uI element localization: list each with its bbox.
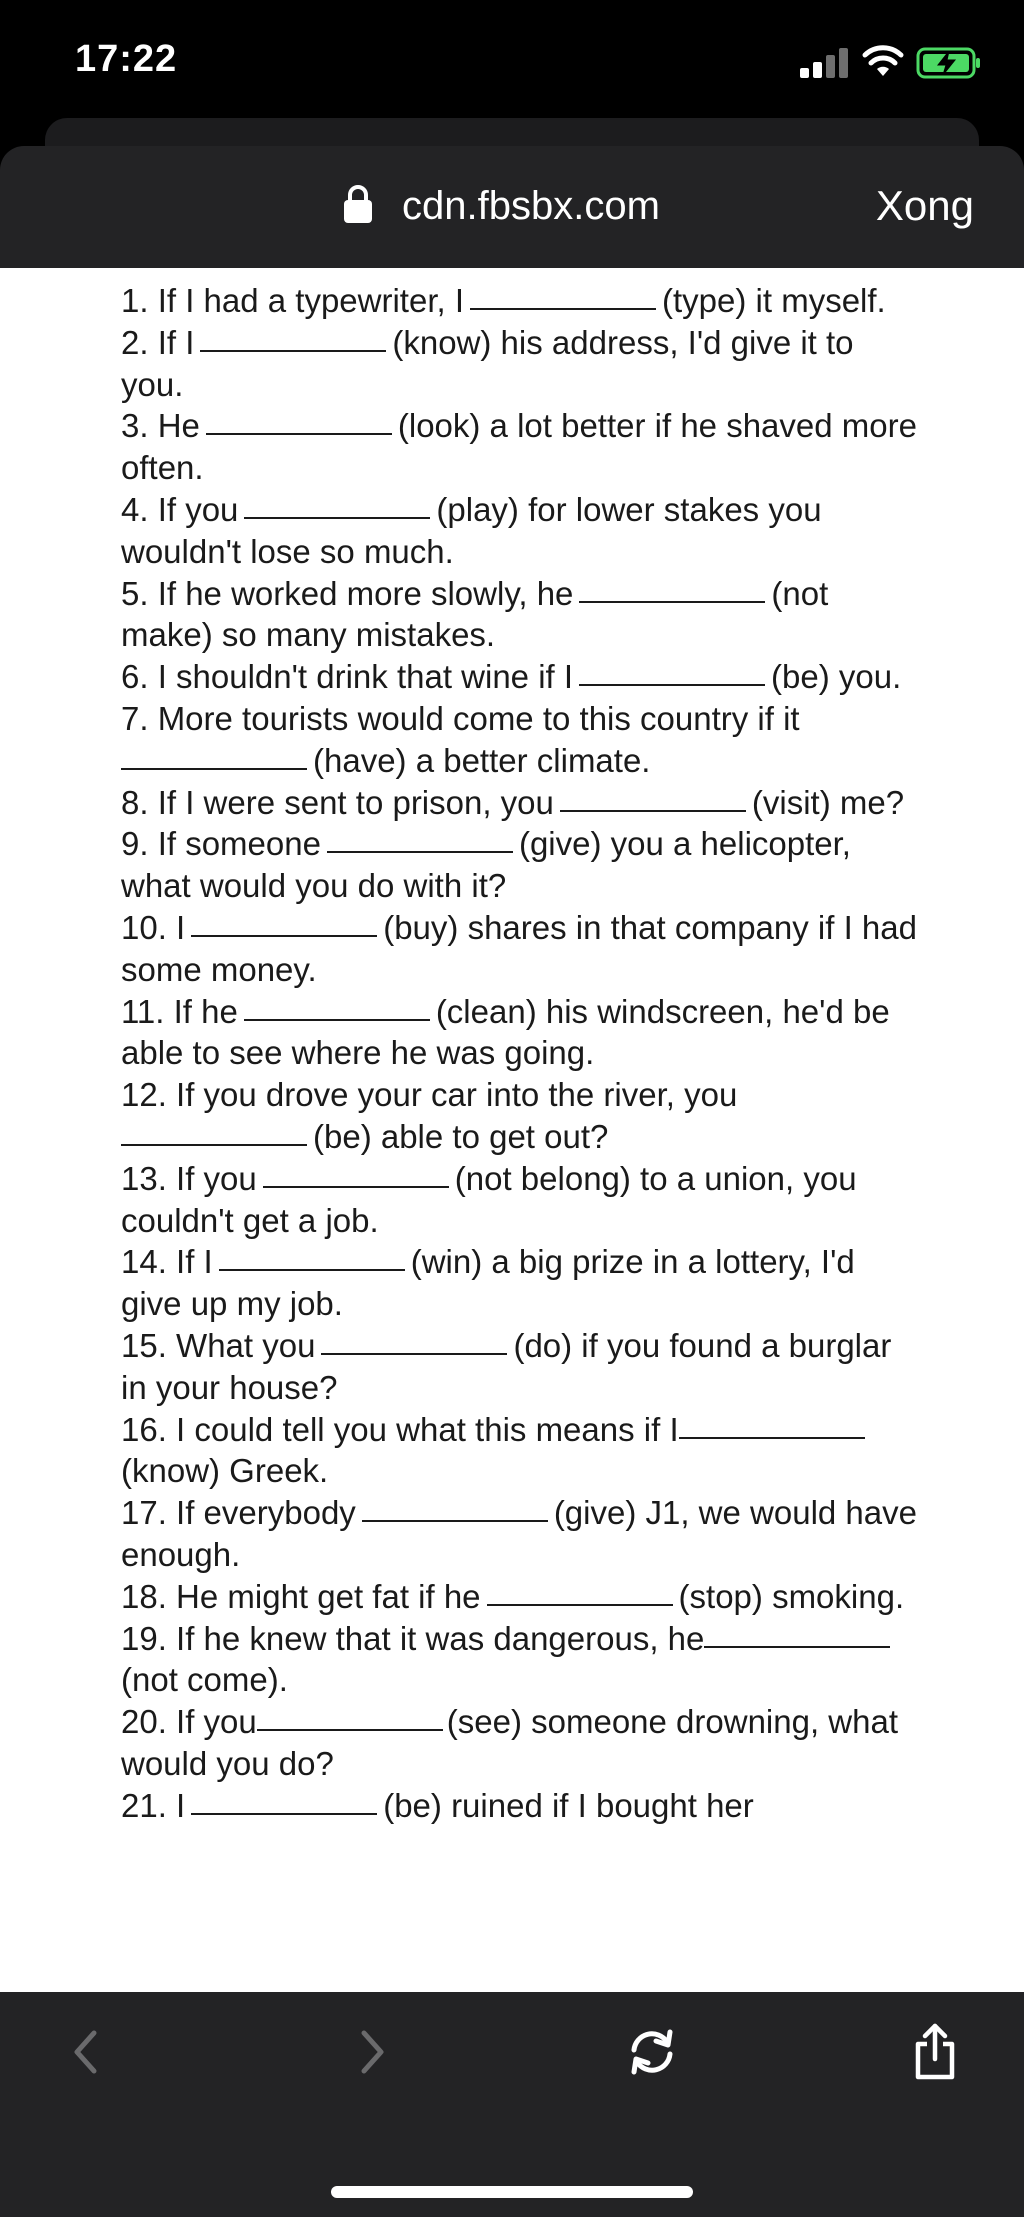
question-item (121, 1785, 921, 1827)
answer-blank (579, 654, 765, 686)
question-item (121, 1576, 921, 1618)
answer-blank (244, 487, 430, 519)
question-text: (see) someone drowning, what would you do? (121, 1703, 899, 1782)
forward-button[interactable] (342, 2022, 402, 2082)
question-item (121, 280, 921, 322)
lock-icon (343, 184, 373, 224)
share-button[interactable] (905, 2022, 965, 2082)
question-text: (win) a big prize in a lottery, I'd give up my job. (121, 1243, 855, 1323)
question-item (121, 405, 921, 489)
question-text: 1. If I had a typewriter, I (121, 282, 465, 319)
question-text: (know) Greek. (121, 1452, 329, 1490)
answer-blank (487, 1574, 673, 1606)
question-list (121, 280, 921, 1826)
reload-button[interactable] (622, 2022, 682, 2082)
question-item (121, 1701, 921, 1785)
answer-blank (679, 1407, 865, 1439)
battery-charging-icon (916, 46, 982, 80)
question-text: (not come). (121, 1661, 288, 1699)
question-text: (be) ruined if I bought her (383, 1786, 754, 1824)
question-text: (give) J1, we would have enough. (121, 1494, 917, 1573)
reload-icon (624, 2024, 680, 2080)
question-text: (type) it myself. (662, 282, 886, 319)
answer-blank (191, 1783, 377, 1815)
question-item (121, 698, 921, 782)
question-text: 13. If you (121, 1159, 257, 1197)
question-text: 15. What you (121, 1326, 316, 1364)
answer-blank (470, 278, 656, 310)
question-text: 19. If he knew that it was dangerous, he (121, 1619, 705, 1657)
document-view[interactable] (0, 268, 1024, 1992)
browser-toolbar (0, 1992, 1024, 2217)
question-text: 8. If I were sent to prison, you (121, 783, 554, 821)
answer-blank (560, 780, 746, 812)
question-text: 16. I could tell you what this means if I (121, 1410, 679, 1448)
question-text: (be) you. (771, 658, 902, 696)
status-bar (0, 0, 1024, 130)
question-text: (stop) smoking. (678, 1577, 905, 1615)
back-button[interactable] (56, 2022, 116, 2082)
question-text: 10. I (121, 908, 186, 946)
answer-blank (244, 989, 430, 1021)
question-text: 2. If I (121, 323, 195, 361)
question-text: 6. I shouldn't drink that wine if I (121, 658, 574, 696)
answer-blank (191, 905, 377, 937)
answer-blank (121, 738, 307, 770)
answer-blank (321, 1323, 507, 1355)
question-text: 4. If you (121, 490, 239, 528)
question-item (121, 322, 921, 406)
question-text: 20. If you (121, 1703, 257, 1741)
question-item (121, 1158, 921, 1242)
answer-blank (327, 821, 513, 853)
question-text: (visit) me? (751, 783, 905, 821)
done-button[interactable]: Xong (875, 182, 974, 229)
question-text: 3. He (121, 407, 200, 445)
question-text: (buy) shares in that company if I had some money. (121, 908, 917, 988)
answer-blank (206, 403, 392, 435)
question-item (121, 573, 921, 657)
answer-blank (121, 1114, 307, 1146)
question-text: (give) you a helicopter, what would you do with it? (121, 825, 851, 905)
question-item (121, 656, 921, 698)
question-item (121, 489, 921, 573)
answer-blank (263, 1156, 449, 1188)
question-item (121, 1618, 921, 1702)
question-text: (look) a lot better if he shaved more often. (121, 407, 917, 487)
answer-blank (257, 1699, 443, 1731)
question-item (121, 1241, 921, 1325)
question-text: (have) a better climate. (313, 741, 651, 779)
answer-blank (579, 571, 765, 603)
question-item (121, 823, 921, 907)
question-text: 17. If everybody (121, 1494, 356, 1532)
question-text: 9. If someone (121, 825, 321, 863)
question-text: 7. More tourists would come to this country if it (121, 699, 800, 737)
cellular-signal-icon (800, 48, 852, 78)
answer-blank (704, 1616, 890, 1648)
back-icon (68, 2027, 104, 2077)
question-text: 11. If he (121, 992, 238, 1030)
status-time: 17:22 (75, 38, 178, 80)
url-text[interactable]: cdn.fbsbx.com (402, 184, 660, 228)
question-text: (not make) so many mistakes. (121, 574, 829, 654)
question-text: (not belong) to a union, you couldn't get a job. (121, 1159, 857, 1239)
question-item (121, 991, 921, 1075)
question-text: (clean) his windscreen, he'd be able to see where he was going. (121, 992, 890, 1072)
share-icon (910, 2022, 960, 2082)
browser-header (0, 146, 1024, 268)
answer-blank (200, 320, 386, 352)
question-text: (be) able to get out? (313, 1117, 609, 1155)
question-text: 12. If you drove your car into the river, you (121, 1076, 738, 1114)
question-item (121, 782, 921, 824)
question-text: 14. If I (121, 1243, 213, 1281)
wifi-icon (862, 44, 904, 78)
question-item (121, 1074, 921, 1158)
question-item (121, 1409, 921, 1493)
question-text: 18. He might get fat if he (121, 1577, 481, 1615)
question-text: (do) if you found a burglar in your house? (121, 1326, 892, 1406)
question-text: 21. I (121, 1786, 186, 1824)
answer-blank (219, 1239, 405, 1271)
question-text: (play) for lower stakes you wouldn't lose so much. (121, 490, 822, 570)
forward-icon (354, 2027, 390, 2077)
question-item (121, 907, 921, 991)
question-text: 5. If he worked more slowly, he (121, 574, 574, 612)
question-item (121, 1492, 921, 1576)
home-indicator[interactable] (331, 2186, 693, 2198)
answer-blank (362, 1490, 548, 1522)
question-item (121, 1325, 921, 1409)
question-text: (know) his address, I'd give it to you. (121, 323, 854, 403)
